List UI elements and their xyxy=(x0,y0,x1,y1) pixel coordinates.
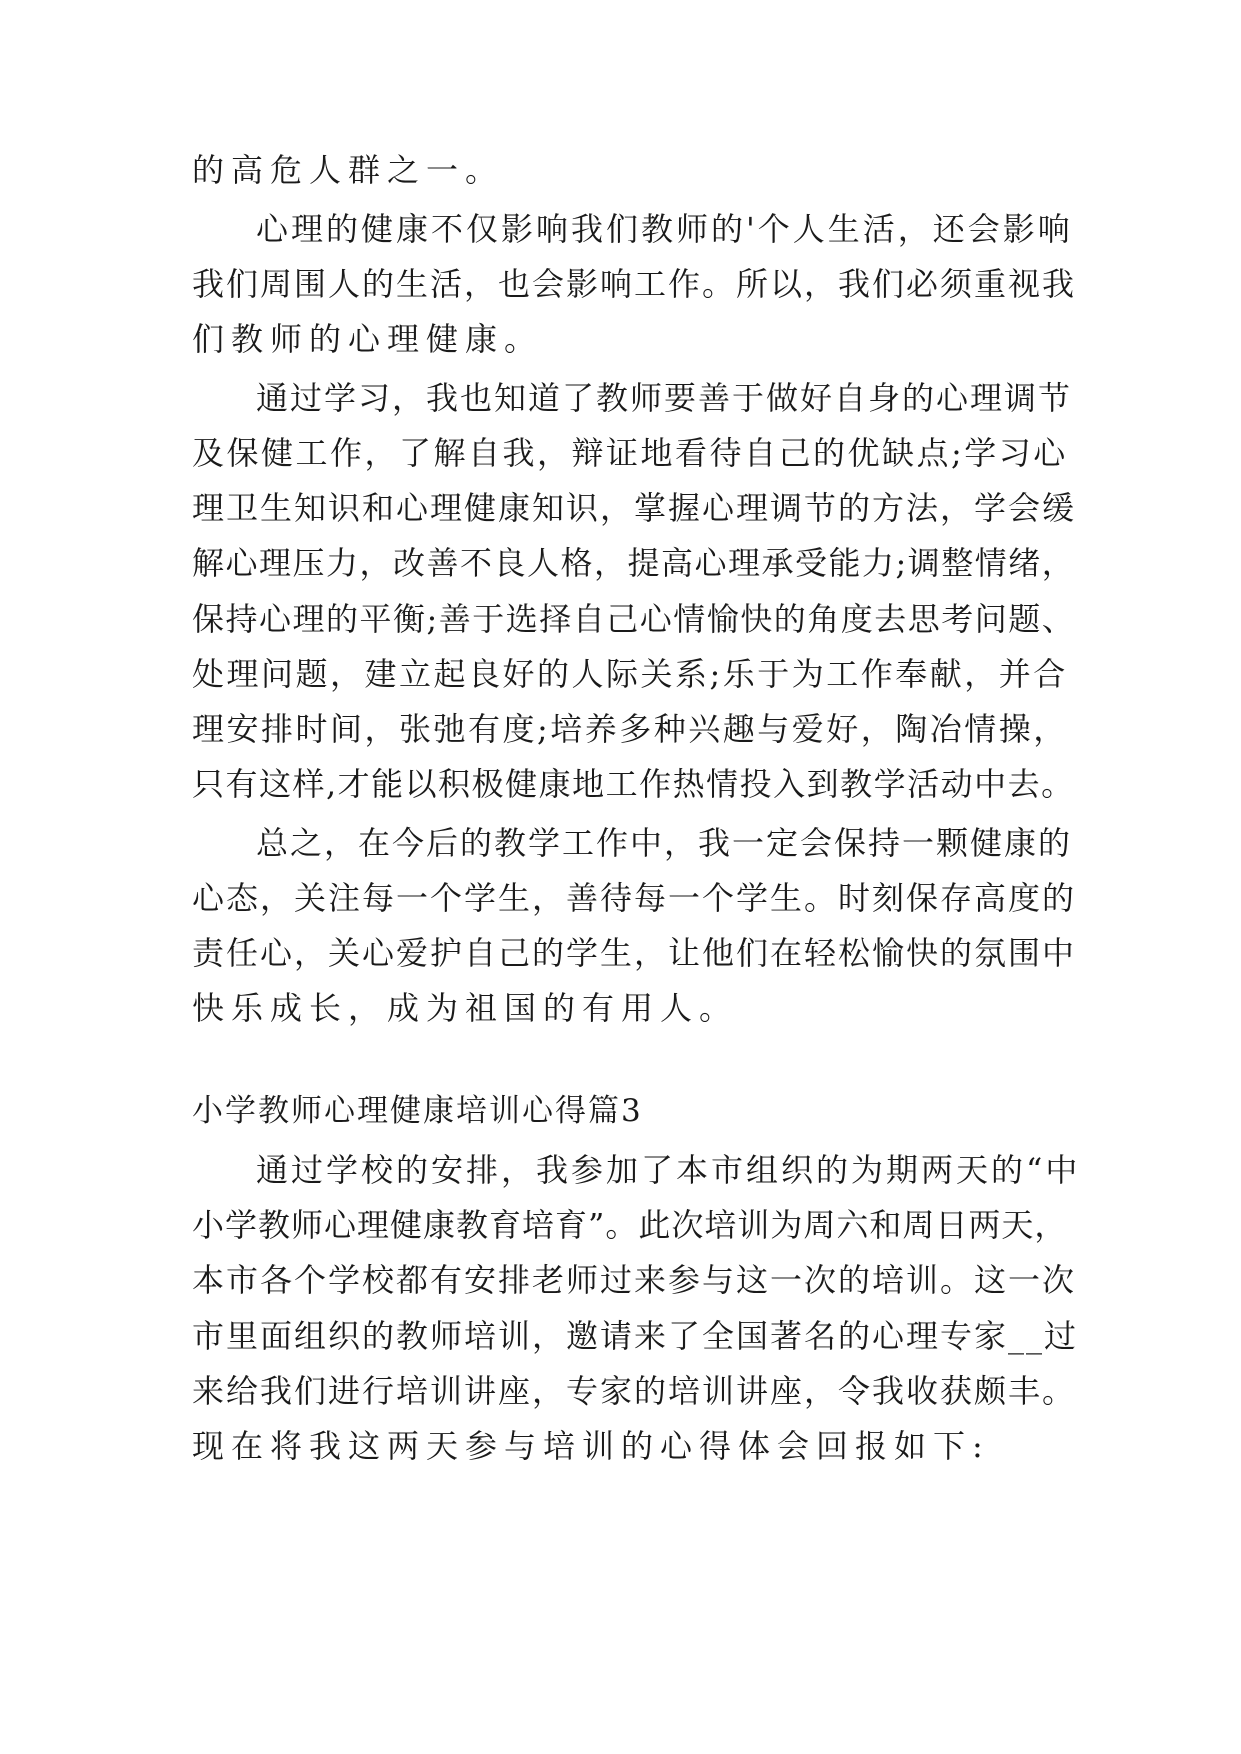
paragraph-line: 总之，在今后的教学工作中，我一定会保持一颗健康的 xyxy=(256,824,1073,862)
paragraph-line: 责任心，关心爱护自己的学生，让他们在轻松愉快的氛围中 xyxy=(192,934,1077,972)
paragraph-line: 心态，关注每一个学生，善待每一个学生。时刻保存高度的 xyxy=(192,879,1077,917)
paragraph-line: 理安排时间，张弛有度;培养多种兴趣与爱好，陶冶情操， xyxy=(192,710,1068,748)
paragraph-line: 只有这样,才能以积极健康地工作热情投入到教学活动中去。 xyxy=(192,765,1075,803)
paragraph-line: 快乐成长，成为祖国的有用人。 xyxy=(192,989,739,1027)
section-heading: 小学教师心理健康培训心得篇3 xyxy=(192,1093,643,1129)
paragraph-line: 通过学习，我也知道了教师要善于做好自身的心理调节 xyxy=(256,379,1073,417)
paragraph-line: 心理的健康不仅影响我们教师的'个人生活，还会影响 xyxy=(256,210,1073,248)
paragraph-line: 处理问题，建立起良好的人际关系;乐于为工作奉献，并合 xyxy=(192,655,1068,693)
paragraph-line: 及保健工作，了解自我，辩证地看待自己的优缺点;学习心 xyxy=(192,434,1068,472)
paragraph-line: 现在将我这两天参与培训的心得体会回报如下: xyxy=(192,1427,990,1465)
paragraph-line: 解心理压力，改善不良人格，提高心理承受能力;调整情绪， xyxy=(192,544,1076,582)
paragraph-line: 我们周围人的生活，也会影响工作。所以，我们必须重视我 xyxy=(192,265,1077,303)
paragraph-line: 的高危人群之一。 xyxy=(192,151,505,189)
paragraph-line: 小学教师心理健康教育培育”。此次培训为周六和周日两天， xyxy=(192,1206,1068,1244)
paragraph-line: 来给我们进行培训讲座，专家的培训讲座，令我收获颇丰。 xyxy=(192,1372,1077,1410)
paragraph-line: 本市各个学校都有安排老师过来参与这一次的培训。这一次 xyxy=(192,1261,1077,1299)
paragraph-line: 们教师的心理健康。 xyxy=(192,320,544,358)
paragraph-line: 通过学校的安排，我参加了本市组织的为期两天的“中 xyxy=(256,1151,1081,1189)
paragraph-line: 市里面组织的教师培训，邀请来了全国著名的心理专家__过 xyxy=(192,1317,1079,1355)
paragraph-line: 理卫生知识和心理健康知识，掌握心理调节的方法，学会缓 xyxy=(192,489,1077,527)
paragraph-line: 保持心理的平衡;善于选择自己心情愉快的角度去思考问题、 xyxy=(192,600,1076,638)
